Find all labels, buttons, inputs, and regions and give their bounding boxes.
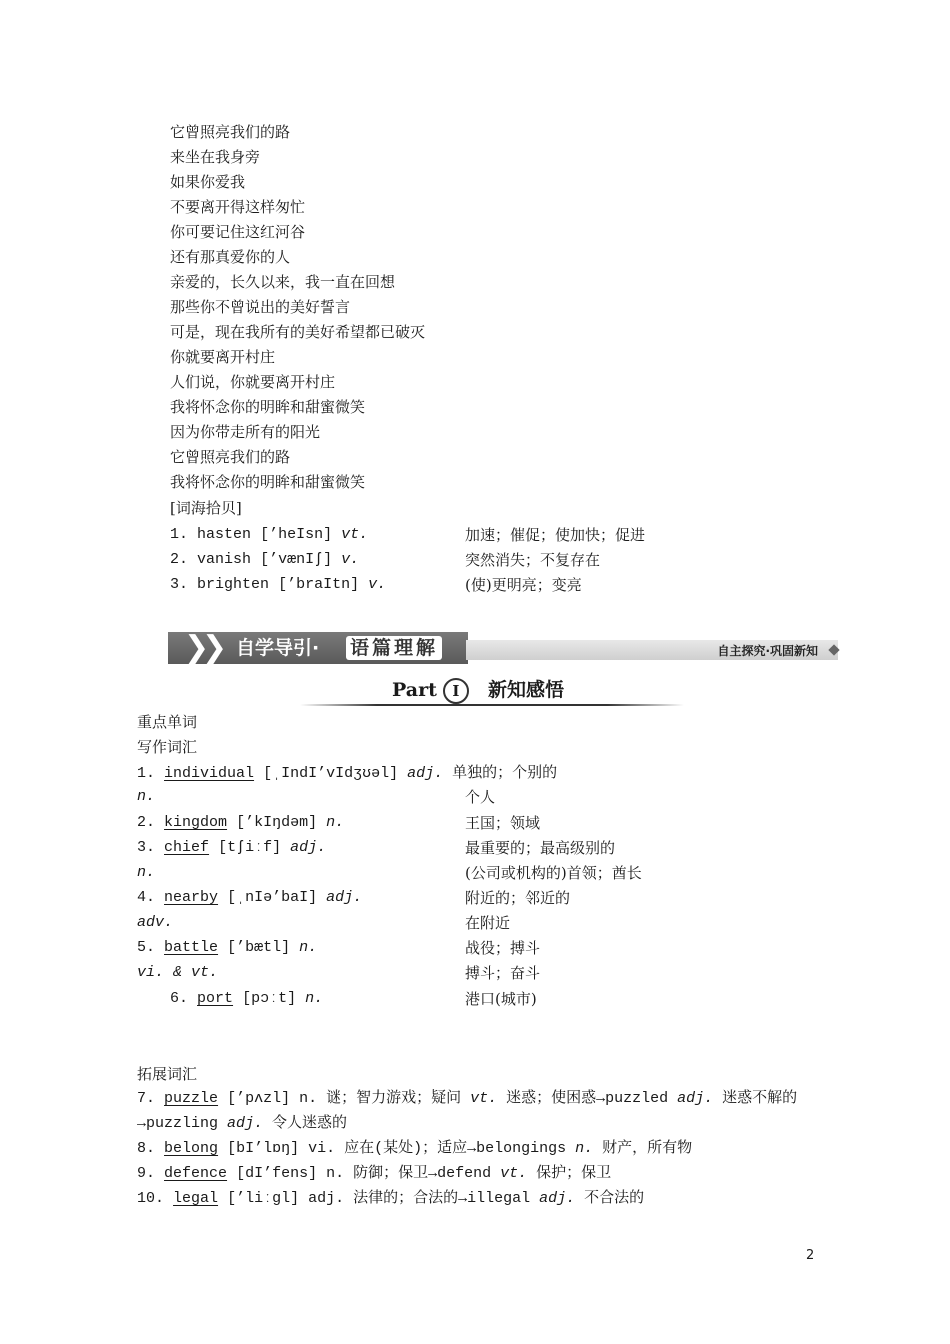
word-entry: 4. nearby [ˌnIə’baI] adj. xyxy=(137,889,363,906)
word-entry: 6. port [pɔːt] n. xyxy=(170,990,324,1007)
poem-line: 可是，现在我所有的美好希望都已破灭 xyxy=(170,323,426,341)
section-title: 重点单词 xyxy=(137,713,198,731)
poem-line: 那些你不曾说出的美好誓言 xyxy=(170,298,351,316)
banner-title: 自学导引· xyxy=(236,637,320,659)
poem-line: 如果你爱我 xyxy=(170,173,246,191)
word-entry-continued: →puzzling adj. 令人迷惑的 xyxy=(137,1115,348,1132)
word-entry: 10. legal [’liːgl] adj. 法律的；合法的→illegal adj. 不合法的 xyxy=(137,1190,645,1207)
subsection-title: 写作词汇 xyxy=(137,738,198,756)
subsection-title: 拓展词汇 xyxy=(137,1065,198,1083)
word-meaning: 最重要的；最高级别的 xyxy=(465,839,616,857)
vocab-meaning: (使)更明亮；变亮 xyxy=(465,576,582,594)
part-underline xyxy=(300,704,684,706)
word-extra-pos: n. xyxy=(137,788,156,805)
vocab-item: 1. hasten [’heIsn] vt. xyxy=(170,526,369,543)
part-title: 新知感悟 xyxy=(488,679,565,701)
poem-line: 我将怀念你的明眸和甜蜜微笑 xyxy=(170,473,366,491)
word-entry: 9. defence [dI’fens] n. 防御；保卫→defend vt. 保护；保卫 xyxy=(137,1165,612,1182)
word-entry: 3. chief [tʃiːf] adj. xyxy=(137,839,327,856)
vocab-header: [词海拾贝] xyxy=(170,499,242,517)
poem-line: 来坐在我身旁 xyxy=(170,148,261,166)
chevron-right-icon: ❯ xyxy=(202,630,228,665)
word-entry: 1. individual [ˌIndI’vIdʒʊəl] adj. 单独的；个别的 xyxy=(137,763,558,782)
vocab-item: 2. vanish [’vænIʃ] v. xyxy=(170,551,360,568)
poem-line: 它曾照亮我们的路 xyxy=(170,123,291,141)
word-meaning: 附近的；邻近的 xyxy=(465,889,571,907)
word-entry: 7. puzzle [’pʌzl] n. 谜；智力游戏；疑问 vt. 迷惑；使困惑→puzzled adj. 迷惑不解的 xyxy=(137,1090,798,1107)
poem-line: 不要离开得这样匆忙 xyxy=(170,198,306,216)
word-extra-meaning: (公司或机构的)首领；酋长 xyxy=(465,864,642,882)
word-extra-pos: adv. xyxy=(137,914,174,931)
part-heading xyxy=(300,676,684,710)
poem-line: 人们说，你就要离开村庄 xyxy=(170,373,336,391)
banner-subtitle: 自主探究·巩固新知 xyxy=(717,644,818,658)
part-label: Part I xyxy=(392,678,475,704)
word-extra-meaning: 搏斗；奋斗 xyxy=(465,964,541,982)
word-entry: 5. battle [’bætl] n. xyxy=(137,939,318,956)
poem-line: 它曾照亮我们的路 xyxy=(170,448,291,466)
part-roman: I xyxy=(443,678,469,704)
chevron-right-icon: ❯ xyxy=(184,630,210,665)
word-meaning: 港口(城市) xyxy=(465,990,537,1008)
poem-line: 我将怀念你的明眸和甜蜜微笑 xyxy=(170,398,366,416)
page-number: 2 xyxy=(806,1248,815,1263)
poem-line: 还有那真爱你的人 xyxy=(170,248,291,266)
word-entry: 8. belong [bI’lɒŋ] vi. 应在(某处)；适应→belongings n. 财产，所有物 xyxy=(137,1140,693,1157)
banner-title-highlight: 语篇理解 xyxy=(346,636,442,660)
poem-line: 你可要记住这红河谷 xyxy=(170,223,306,241)
word-extra-pos: vi. & vt. xyxy=(137,964,219,981)
poem-line: 你就要离开村庄 xyxy=(170,348,276,366)
vocab-meaning: 加速；催促；使加快；促进 xyxy=(465,526,646,544)
vocab-item: 3. brighten [’braItn] v. xyxy=(170,576,387,593)
poem-line: 亲爱的，长久以来，我一直在回想 xyxy=(170,273,396,291)
section-banner xyxy=(168,632,840,664)
word-extra-pos: n. xyxy=(137,864,156,881)
word-entry: 2. kingdom [’kIŋdəm] n. xyxy=(137,814,345,831)
word-extra-meaning: 在附近 xyxy=(465,914,511,932)
word-meaning: 王国；领域 xyxy=(465,814,541,832)
poem-line: 因为你带走所有的阳光 xyxy=(170,423,321,441)
vocab-meaning: 突然消失；不复存在 xyxy=(465,551,601,569)
word-extra-meaning: 个人 xyxy=(465,788,496,806)
word-meaning: 战役；搏斗 xyxy=(465,939,541,957)
